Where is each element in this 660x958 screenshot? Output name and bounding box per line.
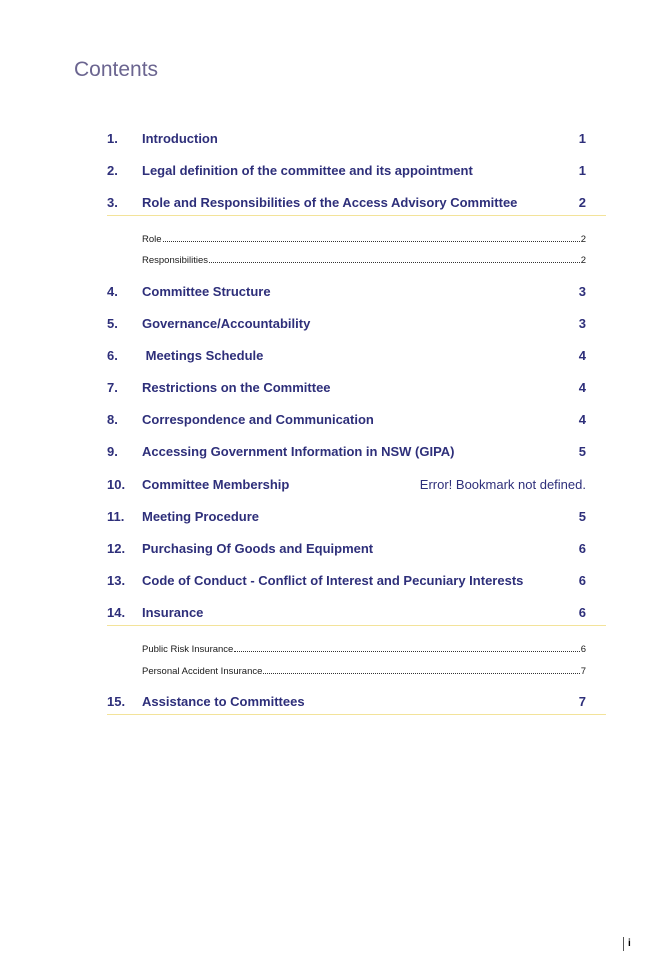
subentry-page: 6 [580, 644, 586, 655]
entry-page: 3 [578, 283, 586, 299]
entry-page: 6 [578, 572, 586, 588]
toc-entry-governance[interactable] [107, 313, 586, 333]
entry-label: Meetings Schedule [142, 347, 264, 363]
toc-subentry-public-risk[interactable] [142, 641, 586, 655]
toc-subentry-role[interactable] [142, 231, 586, 245]
toc-entry-correspondence[interactable] [107, 409, 586, 429]
entry-page: 4 [578, 411, 586, 427]
page-title: Contents [74, 58, 159, 81]
entry-page: 1 [578, 162, 586, 178]
entry-label: Code of Conduct - Conflict of Interest and Pecuniary Interests [142, 572, 524, 588]
toc-entry-restrictions[interactable] [107, 377, 586, 397]
subentry-label: Role [142, 234, 162, 245]
toc-entry-code-of-conduct[interactable] [107, 570, 586, 590]
entry-page: 3 [578, 315, 586, 331]
toc-subentry-responsibilities[interactable] [142, 252, 586, 266]
subentry-page: 7 [580, 666, 586, 677]
entry-page: 2 [578, 194, 586, 210]
dot-leader [163, 241, 580, 242]
entry-number: 3. [107, 194, 118, 210]
toc-entry-committee-structure[interactable] [107, 281, 586, 301]
entry-number: 15. [107, 693, 126, 709]
toc-subentry-personal-accident[interactable] [142, 663, 586, 677]
toc-entry-insurance[interactable] [107, 602, 586, 622]
entry-number: 12. [107, 540, 126, 556]
entry-page: 6 [578, 604, 586, 620]
page-number: i [623, 937, 631, 951]
entry-number: 10. [107, 476, 126, 492]
entry-number: 4. [107, 283, 118, 299]
entry-label: Restrictions on the Committee [142, 379, 331, 395]
subentry-label: Personal Accident Insurance [142, 666, 263, 677]
toc-entry-meetings-schedule[interactable] [107, 345, 586, 365]
entry-label: Committee Membership [142, 476, 290, 492]
entry-label: Correspondence and Communication [142, 411, 374, 427]
entry-page: 7 [578, 693, 586, 709]
entry-number: 11. [107, 508, 125, 524]
dot-leader [234, 651, 579, 652]
entry-page: 4 [578, 379, 586, 395]
entry-label: Governance/Accountability [142, 315, 311, 331]
dot-leader [263, 673, 579, 674]
entry-number: 6. [107, 347, 118, 363]
entry-page: 1 [578, 130, 586, 146]
entry-number: 9. [107, 443, 118, 459]
toc-entry-role-responsibilities[interactable] [107, 192, 586, 212]
entry-label: Committee Structure [142, 283, 271, 299]
entry-label: Accessing Government Information in NSW (GIPA) [142, 443, 455, 459]
toc-entry-committee-membership[interactable] [107, 474, 586, 494]
entry-number: 2. [107, 162, 118, 178]
entry-number: 13. [107, 572, 126, 588]
entry-label: Introduction [142, 130, 218, 146]
section-divider [107, 625, 606, 626]
subentry-label: Public Risk Insurance [142, 644, 234, 655]
entry-page: 5 [578, 508, 586, 524]
entry-page: 4 [578, 347, 586, 363]
entry-number: 1. [107, 130, 118, 146]
toc-entry-assistance[interactable] [107, 691, 586, 711]
toc-entry-gipa[interactable] [107, 441, 586, 461]
dot-leader [209, 262, 580, 263]
toc-entry-legal-definition[interactable] [107, 160, 586, 180]
entry-page: 6 [578, 540, 586, 556]
entry-label: Legal definition of the committee and its appointment [142, 162, 473, 178]
entry-page-error: Error! Bookmark not defined. [419, 476, 586, 492]
toc-entry-purchasing[interactable] [107, 538, 586, 558]
entry-label: Purchasing Of Goods and Equipment [142, 540, 374, 556]
toc-entry-meeting-procedure[interactable] [107, 506, 586, 526]
entry-number: 5. [107, 315, 118, 331]
entry-label: Meeting Procedure [142, 508, 260, 524]
toc-entry-introduction[interactable] [107, 128, 586, 148]
section-divider [107, 714, 606, 715]
entry-label: Insurance [142, 604, 204, 620]
entry-number: 7. [107, 379, 118, 395]
subentry-page: 2 [580, 234, 586, 245]
subentry-page: 2 [580, 255, 586, 266]
entry-number: 14. [107, 604, 126, 620]
entry-number: 8. [107, 411, 118, 427]
entry-page: 5 [578, 443, 586, 459]
entry-label: Role and Responsibilities of the Access Advisory Committee [142, 194, 518, 210]
section-divider [107, 215, 606, 216]
subentry-label: Responsibilities [142, 255, 209, 266]
entry-label: Assistance to Committees [142, 693, 305, 709]
